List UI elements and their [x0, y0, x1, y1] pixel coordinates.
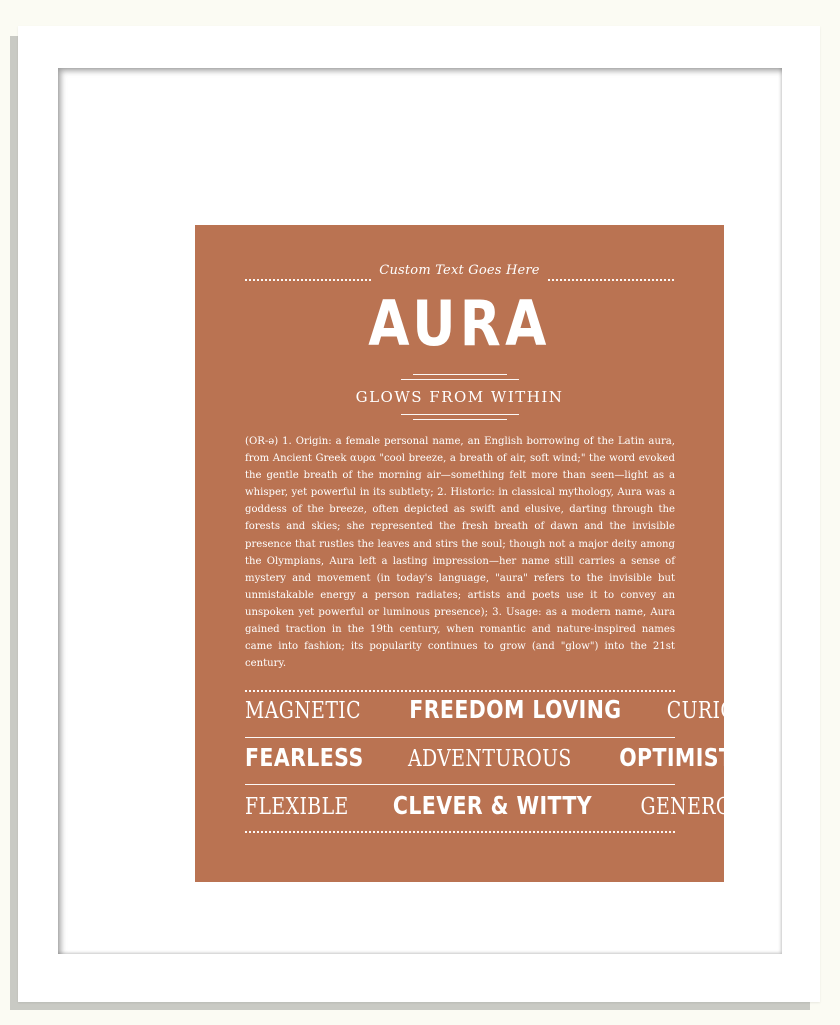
- dotted-divider-right: [548, 279, 674, 281]
- name-poster: [195, 225, 767, 882]
- dotted-divider-traits-bottom: [245, 831, 675, 833]
- trait-generous: GENEROUS: [640, 794, 762, 820]
- trait-freedom-loving: FREEDOM LOVING: [409, 695, 622, 724]
- custom-text: Custom Text Goes Here: [379, 263, 540, 278]
- trait-adventurous: ADVENTUROUS: [407, 746, 572, 772]
- mat-window: [58, 68, 782, 954]
- tagline: GLOWS FROM WITHIN: [355, 388, 564, 406]
- ornament-rule-top-wide: [401, 379, 519, 380]
- trait-flexible: FLEXIBLE: [245, 794, 349, 820]
- trait-curious: CURIOUS: [667, 698, 767, 724]
- trait-magnetic: MAGNETIC: [245, 698, 362, 724]
- trait-row-3: [245, 791, 762, 820]
- trait-row-2: [245, 743, 758, 772]
- trait-separator-2: [245, 784, 675, 785]
- dotted-divider-left: [245, 279, 371, 281]
- ornament-rule-top: [413, 374, 507, 375]
- ornament-rule-bottom: [413, 419, 507, 420]
- name-definition: (OR-ə) 1. Origin: a female personal name, an English borrowing of the Latin aura, from Ancient Greek αυρα "cool breeze, a breath of air, soft wind;" the word evoked the gentle breath of the morning air—something felt more than seen—light as a whisper, yet powerful in its subtlety; 2. Historic: in classical mythology, Aura was a goddess of the breeze, often depicted as swift and elusive, darting through the forests and skies; she represented the fresh breath of dawn and the invisible presence that rustles the leaves and stirs the soul; though not a major deity among the Olympians, Aura left a lasting impression—her name still carries a sense of mystery and movement (in today's language, "aura" refers to the invisible but unmistakable energy a person radiates; artists and poets use it to convey an unspoken yet powerful or luminous presence); 3. Usage: as a modern name, Aura gained traction in the 19th century, when romantic and nature-inspired names came into fashion; its popularity continues to grow (and "glow") into the 21st century.: [245, 436, 675, 670]
- ornament-rule-bottom-wide: [401, 414, 519, 415]
- trait-separator-1: [245, 737, 675, 738]
- trait-row-1: [245, 695, 767, 724]
- trait-fearless: FEARLESS: [245, 743, 364, 772]
- picture-frame: [18, 26, 820, 1002]
- poster-name: AURA: [368, 287, 551, 360]
- dotted-divider-traits-top: [245, 690, 675, 692]
- trait-clever-witty: CLEVER & WITTY: [393, 791, 593, 820]
- trait-optimistic: OPTIMISTIC: [619, 743, 758, 772]
